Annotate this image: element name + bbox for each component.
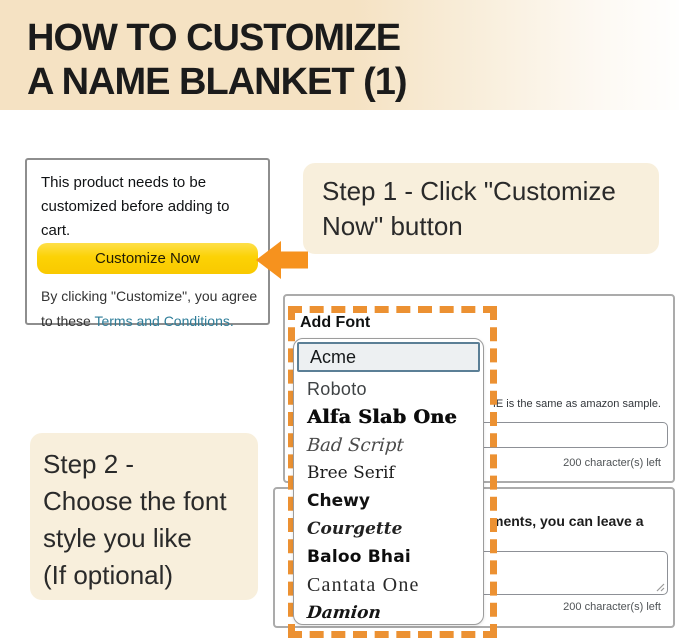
- name-chars-left: 200 character(s) left: [563, 457, 661, 469]
- customize-now-button[interactable]: Customize Now: [37, 243, 258, 274]
- font-option-bree-serif[interactable]: Bree Serif: [307, 463, 395, 483]
- font-dropdown-list: [293, 338, 484, 625]
- step2-line4: (If optional): [43, 560, 174, 590]
- message-textarea[interactable]: [478, 551, 668, 595]
- customize-message: This product needs to be customized before adding to cart.: [41, 174, 230, 239]
- message-chars-left: 200 character(s) left: [563, 601, 661, 613]
- font-option-roboto[interactable]: Roboto: [307, 378, 367, 399]
- font-option-cantata-one[interactable]: Cantata One: [307, 573, 420, 596]
- step1-line2: Now" button: [322, 211, 463, 241]
- terms-notice: [41, 284, 266, 334]
- step2-line1: Step 2 -: [43, 449, 135, 479]
- message-panel-hint: ments, you can leave a: [491, 513, 644, 529]
- font-option-damion[interactable]: Damion: [305, 603, 382, 623]
- font-option-bad-script[interactable]: Bad Script: [306, 434, 405, 456]
- terms-and-conditions-link[interactable]: Terms and Conditions.: [94, 313, 234, 329]
- name-panel-hint: IE is the same as amazon sample.: [492, 398, 661, 410]
- page-title-line2: A NAME BLANKET (1): [27, 61, 407, 103]
- step2-callout: [30, 433, 258, 600]
- step1-callout: [303, 163, 659, 254]
- step2-line2: Choose the font: [43, 486, 227, 516]
- font-option-chewy[interactable]: Chewy: [307, 491, 370, 511]
- resize-grip-icon[interactable]: [655, 582, 665, 592]
- font-option-acme-selected[interactable]: Acme: [297, 342, 480, 372]
- header-band: [0, 0, 679, 110]
- customize-card: [25, 158, 270, 329]
- font-option-baloo-bhai[interactable]: Baloo Bhai: [307, 547, 411, 567]
- pointer-arrow-icon: [256, 241, 308, 279]
- name-text-input[interactable]: [478, 422, 668, 448]
- step2-line3: style you like: [43, 523, 192, 553]
- font-option-courgette[interactable]: Courgette: [307, 519, 403, 539]
- step1-line1: Step 1 - Click "Customize: [322, 176, 616, 206]
- page-title-line1: HOW TO CUSTOMIZE: [27, 17, 401, 59]
- add-font-label: Add Font: [300, 314, 371, 331]
- page-title: [27, 16, 407, 104]
- terms-text: By clicking "Customize", you agree to these: [41, 288, 258, 329]
- font-option-alfa-slab-one[interactable]: Alfa Slab One: [307, 406, 457, 428]
